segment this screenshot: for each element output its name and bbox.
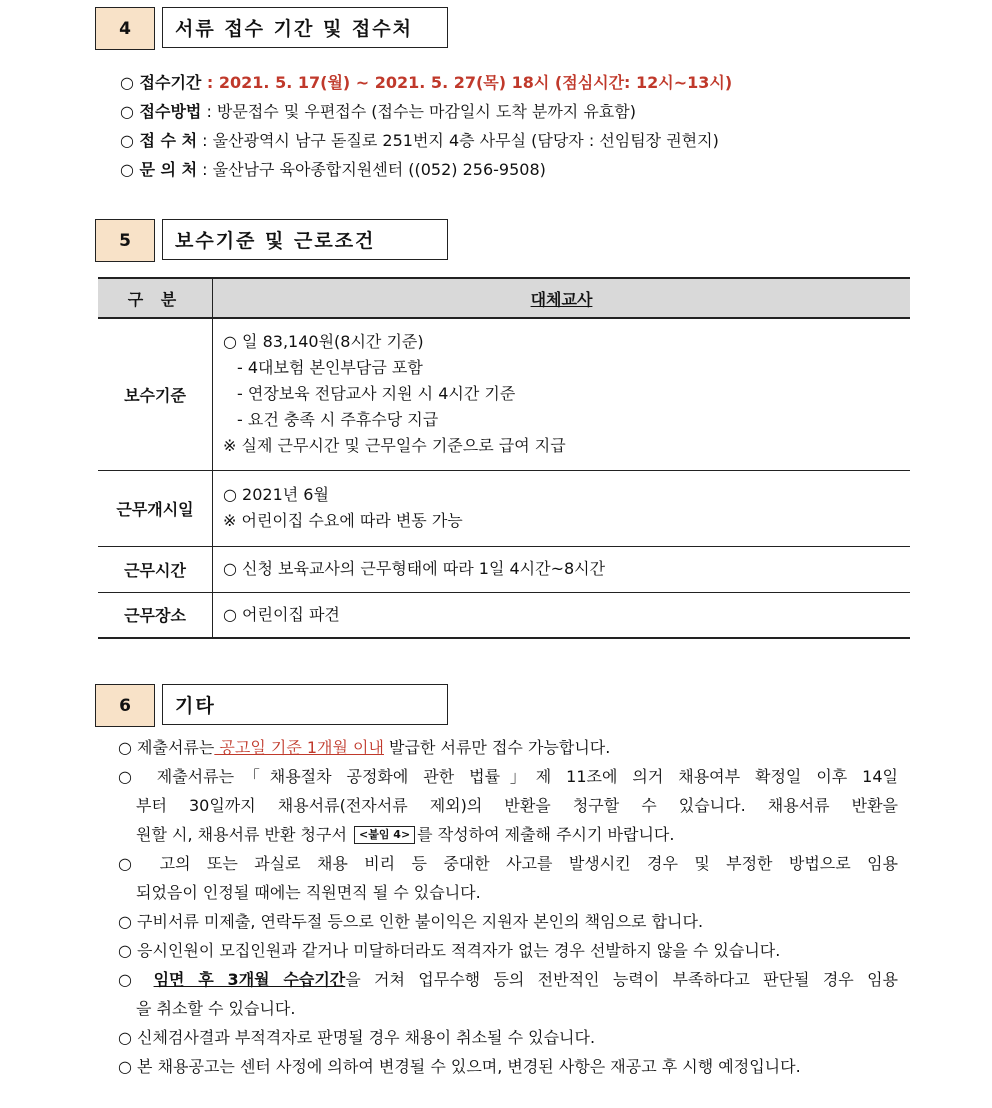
list-item [120, 157, 546, 180]
note-text: 을 거쳐 업무수행 등의 전반적인 능력이 부족하다고 판단될 경우 임용 [345, 970, 899, 989]
note-text: 원할 시, 채용서류 반환 청구서 [136, 825, 347, 844]
note-item: ○ 구비서류 미제출, 연락두절 등으로 인한 불이익은 지원자 본인의 책임으로 합니다. [118, 912, 704, 931]
list-item [120, 70, 732, 93]
row-body [213, 546, 911, 592]
section-number: 5 [95, 219, 155, 262]
item-value: : 방문접수 및 우편접수 (접수는 마감일시 도착 분까지 유효함) [201, 102, 636, 121]
list-item [120, 99, 636, 122]
attachment-box: <붙임 4> [354, 826, 415, 844]
note-line [118, 965, 898, 994]
note-line: 을 취소할 수 있습니다. [136, 999, 296, 1018]
note-item [118, 849, 898, 907]
section-number: 4 [95, 7, 155, 50]
note-text: ○ [118, 970, 141, 989]
row-line: ※ 어린이집 수요에 따라 변동 가능 [223, 511, 463, 530]
row-line: - 연장보육 전담교사 지원 시 4시간 기준 [237, 384, 516, 404]
item-label: ○ 접 수 처 [120, 131, 198, 150]
section-number: 6 [95, 684, 155, 727]
probation-highlight: 임면 후 3개월 수습기간 [153, 970, 346, 989]
deadline-highlight: 공고일 기준 1개월 이내 [214, 738, 384, 757]
note-text: 발급한 서류만 접수 가능합니다. [383, 738, 611, 757]
section-4-header [95, 7, 455, 50]
header-value [213, 278, 911, 318]
table-row [98, 592, 910, 638]
note-item [118, 733, 898, 762]
section-title: 보수기준 및 근로조건 [162, 219, 448, 260]
header-category: 구 분 [98, 278, 213, 318]
item-label: ○ 접수방법 [120, 102, 202, 121]
table-row [98, 470, 910, 546]
row-category: 보수기준 [98, 318, 213, 470]
row-line: - 요건 충족 시 주휴수당 지급 [237, 410, 439, 430]
row-line: ○ 어린이집 파견 [223, 604, 340, 624]
application-period-value: : 2021. 5. 17(월) ~ 2021. 5. 27(목) 18시 (점심시간: 12시~13시) [201, 73, 733, 92]
row-category: 근무장소 [98, 592, 213, 638]
note-item [118, 965, 898, 1023]
row-category: 근무개시일 [98, 470, 213, 546]
header-value-text: 대체교사 [530, 289, 593, 309]
notes-list [118, 733, 898, 1081]
note-line: 부터 30일까지 채용서류(전자서류 제외)의 반환을 청구할 수 있습니다. 채용서류 반환을 [136, 796, 898, 815]
row-category: 근무시간 [98, 546, 213, 592]
row-line: ○ 일 83,140원(8시간 기준) [223, 332, 424, 352]
item-value: : 울산광역시 남구 돋질로 251번지 4층 사무실 (담당자 : 선임팀장 권현지) [197, 131, 719, 150]
note-text: ○ 제출서류는 [118, 738, 215, 757]
list-item [120, 128, 719, 151]
section-title: 서류 접수 기간 및 접수처 [162, 7, 448, 48]
table-row [98, 546, 910, 592]
note-line: 되었음이 인정될 때에는 직원면직 될 수 있습니다. [136, 883, 481, 902]
table-header-row [98, 278, 910, 318]
note-line [118, 820, 898, 849]
section-title: 기타 [162, 684, 448, 725]
working-conditions-table [98, 277, 910, 639]
item-value: : 울산남구 육아종합지원센터 ((052) 256-9508) [197, 160, 546, 179]
note-item: ○ 본 채용공고는 센터 사정에 의하여 변경될 수 있으며, 변경된 사항은 재공고 후 시행 예정입니다. [118, 1057, 801, 1076]
row-line: ○ 신청 보육교사의 근무형태에 따라 1일 4시간~8시간 [223, 559, 606, 578]
row-line: ○ 2021년 6월 [223, 485, 329, 504]
table-row [98, 318, 910, 470]
row-line: - 4대보험 본인부담금 포함 [237, 358, 423, 378]
item-label: ○ 접수기간 [120, 73, 202, 92]
row-body [213, 592, 911, 638]
row-body [213, 318, 911, 470]
row-body [213, 470, 911, 546]
note-item: ○ 신체검사결과 부적격자로 판명될 경우 채용이 취소될 수 있습니다. [118, 1028, 596, 1047]
note-item: ○ 응시인원이 모집인원과 같거나 미달하더라도 적격자가 없는 경우 선발하지 않을 수 있습니다. [118, 941, 781, 960]
row-line: ※ 실제 근무시간 및 근무일수 기준으로 급여 지급 [223, 436, 566, 456]
note-text: 를 작성하여 제출해 주시기 바랍니다. [417, 825, 675, 844]
note-item [118, 762, 898, 849]
section-5-header [95, 219, 455, 262]
note-line: ○ 제출서류는「채용절차 공정화에 관한 법률」제 11조에 의거 채용여부 확정일 이후 14일 [118, 767, 898, 786]
item-label: ○ 문 의 처 [120, 160, 198, 179]
section-6-header [95, 684, 455, 727]
note-line: ○ 고의 또는 과실로 채용 비리 등 중대한 사고를 발생시킨 경우 및 부정한 방법으로 임용 [118, 854, 898, 873]
